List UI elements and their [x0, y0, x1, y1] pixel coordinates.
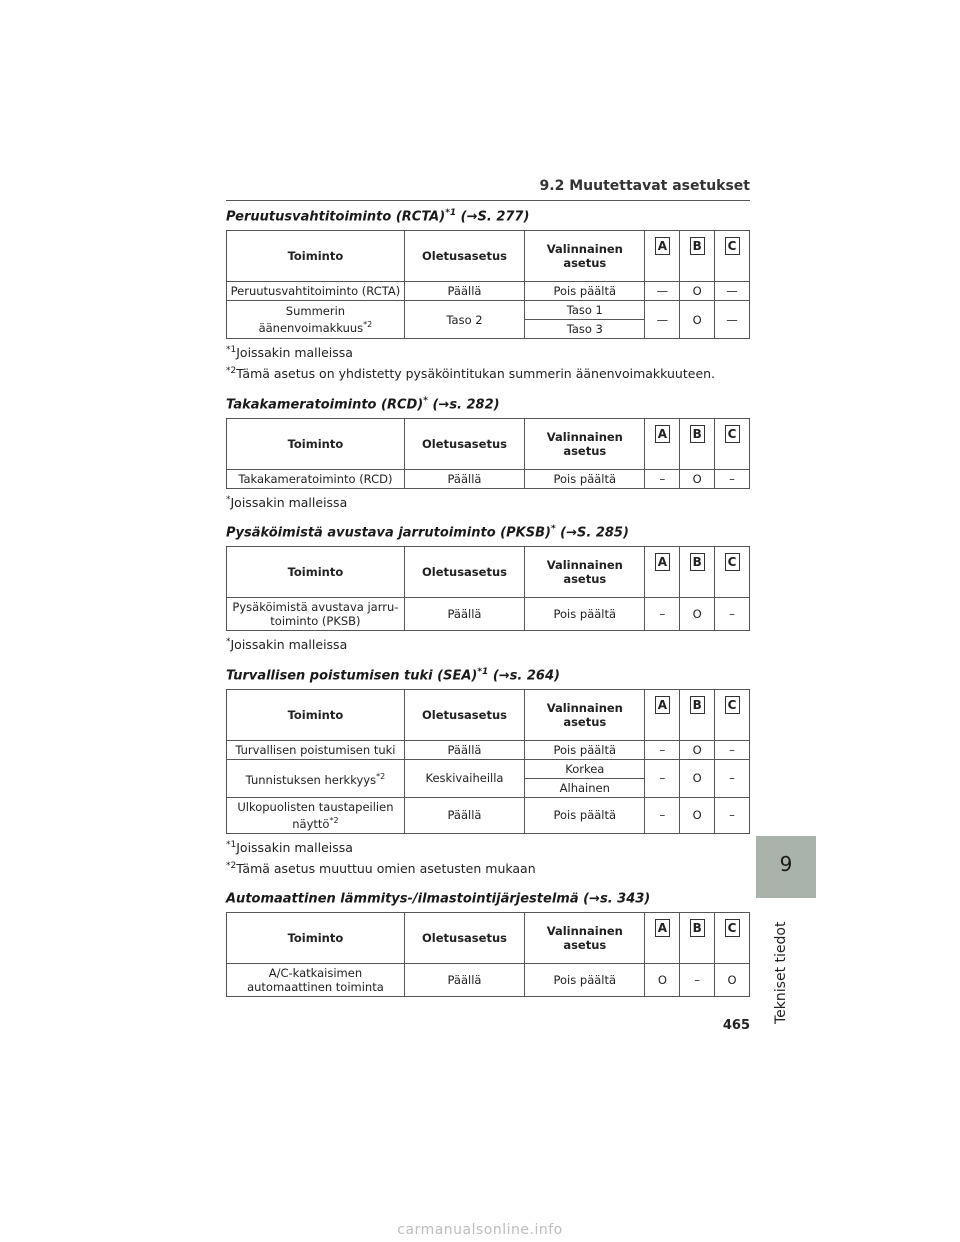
table-row [227, 797, 750, 833]
table-cell [715, 964, 750, 997]
table-row [227, 598, 750, 631]
column-header: Oletusasetus [404, 231, 524, 282]
cell-text: O [692, 808, 702, 823]
column-header-c [715, 547, 750, 598]
table-cell [227, 964, 405, 997]
setting-letter-box: A [655, 696, 670, 714]
footnote [226, 366, 750, 381]
column-header: Valinnainen asetus [525, 547, 645, 598]
cell-text: Pysäköimistä avustava jarru-toiminto (PKSB) [232, 600, 399, 629]
table-cell [227, 797, 405, 833]
column-header: Oletusasetus [404, 913, 524, 964]
table-cell [525, 759, 645, 778]
footnote-text: Joissakin malleissa [230, 637, 348, 653]
table-row [227, 759, 750, 778]
cell-text: O [692, 312, 702, 327]
cell-text: Pois päältä [553, 471, 617, 486]
setting-letter-box: A [655, 237, 670, 255]
column-header: Toiminto [227, 231, 405, 282]
table-cell [680, 964, 715, 997]
column-header-a [645, 547, 680, 598]
table-cell [525, 740, 645, 759]
table-cell [715, 797, 750, 833]
table-cell [404, 469, 524, 488]
footnote-mark: * [226, 494, 231, 505]
column-header-b [680, 547, 715, 598]
cell-text: O [692, 284, 702, 299]
table-cell [680, 797, 715, 833]
table-cell [525, 301, 645, 320]
cell-footnote-mark: *2 [376, 772, 386, 782]
table-cell [227, 759, 405, 797]
cell-text: O [692, 742, 702, 757]
page-header-title: 9.2 Muutettavat asetukset [539, 178, 750, 194]
column-header-b [680, 418, 715, 469]
cell-text: O [692, 607, 702, 622]
column-header: Valinnainen asetus [525, 689, 645, 740]
cell-text: Päällä [447, 808, 482, 823]
table-cell [525, 964, 645, 997]
table-cell [645, 598, 680, 631]
cell-text: O [657, 973, 667, 988]
table-row [227, 469, 750, 488]
settings-table [226, 418, 750, 489]
watermark-text: carmanualsonline.info [397, 1222, 563, 1238]
cell-text: Päällä [447, 284, 482, 299]
table-row [227, 740, 750, 759]
column-header-a [645, 913, 680, 964]
section-title [226, 208, 750, 224]
section-title-footnote-mark: *1 [477, 666, 489, 677]
cell-text: Päällä [447, 607, 482, 622]
table-row [227, 282, 750, 301]
column-header-a [645, 231, 680, 282]
cell-text: A/C-katkaisimen automaattinen toiminta [247, 966, 384, 995]
setting-letter-box: C [725, 919, 740, 937]
column-header-b [680, 231, 715, 282]
cell-text: Pois päältä [553, 973, 617, 988]
footnotes [226, 637, 750, 652]
column-header: Valinnainen asetus [525, 418, 645, 469]
table-cell [645, 469, 680, 488]
column-header: Toiminto [227, 418, 405, 469]
table-cell [404, 598, 524, 631]
chapter-tab[interactable] [756, 836, 816, 898]
section-title-footnote-mark: * [550, 524, 556, 535]
cell-text: — [656, 284, 669, 299]
cell-text: Pois päältä [553, 742, 617, 757]
cell-text: – [729, 471, 735, 486]
cell-text: – [729, 771, 735, 786]
setting-letter-box: B [690, 553, 705, 571]
table-cell [227, 598, 405, 631]
footnote [226, 840, 750, 855]
cell-text: – [659, 471, 666, 486]
cell-text: – [659, 607, 666, 622]
table-cell [645, 301, 680, 339]
column-header: Toiminto [227, 913, 405, 964]
footnote-mark: *1 [226, 345, 237, 356]
table-cell [227, 469, 405, 488]
table-cell [227, 301, 405, 339]
column-header-b [680, 913, 715, 964]
cell-text: Turvallisen poistumisen tuki [235, 742, 396, 757]
setting-letter-box: B [690, 919, 705, 937]
section-title-text: Takakameratoiminto (RCD) [226, 396, 424, 412]
table-cell [525, 469, 645, 488]
table-cell [680, 598, 715, 631]
table-cell [680, 469, 715, 488]
table-cell [404, 797, 524, 833]
section-page-reference[interactable]: (→s. 282) [427, 396, 500, 412]
table-cell [645, 759, 680, 797]
footnote-text: Tämä asetus on yhdistetty pysäköintitukan summerin äänenvoimakkuuteen. [236, 366, 716, 382]
footnote [226, 495, 750, 510]
section-title [226, 396, 750, 412]
table-cell [645, 740, 680, 759]
table-cell [404, 759, 524, 797]
footnote-text: Joissakin malleissa [230, 495, 348, 511]
footnote [226, 345, 750, 360]
cell-text: Summerin äänenvoimakkuus [258, 304, 364, 336]
column-header-c [715, 689, 750, 740]
cell-text: Päällä [447, 471, 482, 486]
section-title [226, 524, 750, 540]
table-cell [525, 797, 645, 833]
section-title-footnote-mark: *1 [445, 208, 457, 218]
setting-letter-box: B [690, 425, 705, 443]
cell-text: Taso 2 [446, 312, 483, 327]
section-title [226, 667, 750, 683]
settings-table [226, 912, 750, 997]
table-cell [404, 740, 524, 759]
cell-text: Pois päältä [553, 607, 617, 622]
cell-text: Ulkopuolisten taustapeilien näyttö [237, 799, 394, 831]
table-cell [680, 301, 715, 339]
table-cell [680, 740, 715, 759]
setting-letter-box: B [690, 237, 705, 255]
column-header: Toiminto [227, 689, 405, 740]
cell-text: – [729, 607, 735, 622]
cell-text: Tunnistuksen herkkyys [245, 772, 377, 787]
table-cell [404, 282, 524, 301]
cell-text: — [726, 312, 738, 327]
section-page-reference[interactable]: (→s. 343) [578, 891, 651, 907]
cell-text: Taso 1 [566, 303, 603, 318]
column-header-a [645, 418, 680, 469]
settings-table [226, 546, 750, 631]
settings-sections [226, 208, 750, 997]
cell-text: – [659, 742, 666, 757]
table-row [227, 301, 750, 320]
column-header-c [715, 231, 750, 282]
table-row [227, 964, 750, 997]
cell-text: – [659, 771, 666, 786]
footnote-text: Tämä asetus muuttuu omien asetusten mukaan [236, 861, 536, 877]
table-cell [525, 598, 645, 631]
footnote-text: Joissakin malleissa [236, 345, 353, 361]
setting-letter-box: A [655, 919, 670, 937]
column-header: Oletusasetus [404, 418, 524, 469]
table-cell [404, 301, 524, 339]
column-header: Oletusasetus [404, 689, 524, 740]
table-cell [715, 282, 750, 301]
column-header: Valinnainen asetus [525, 913, 645, 964]
cell-text: — [726, 284, 738, 299]
cell-text: Päällä [447, 742, 482, 757]
table-cell [715, 759, 750, 797]
footnotes [226, 495, 750, 510]
section-title-text: Automaattinen lämmitys-/ilmastointijärjestelmä [226, 891, 579, 907]
column-header: Oletusasetus [404, 547, 524, 598]
setting-letter-box: C [725, 237, 740, 255]
cell-text: Päällä [447, 973, 482, 988]
section-title-text: Turvallisen poistumisen tuki (SEA) [226, 667, 478, 683]
setting-letter-box: C [725, 553, 740, 571]
column-header: Toiminto [227, 547, 405, 598]
cell-text: O [692, 771, 702, 786]
footnote-text: Joissakin malleissa [236, 839, 353, 855]
table-cell [715, 469, 750, 488]
section-page-reference[interactable]: (→s. 264) [488, 667, 560, 683]
table-cell: Taso 3 [525, 320, 645, 339]
column-header-b [680, 689, 715, 740]
footnote-mark: * [226, 637, 231, 648]
cell-text: O [727, 973, 737, 988]
cell-text: Pois päältä [553, 808, 617, 823]
table-cell [227, 740, 405, 759]
section-title [226, 890, 750, 906]
table-cell [525, 282, 645, 301]
table-cell [645, 964, 680, 997]
footnote-mark: *2 [226, 366, 237, 377]
cell-text: – [694, 973, 701, 988]
cell-text: O [692, 471, 702, 486]
footnote [226, 861, 750, 876]
table-cell [645, 797, 680, 833]
footnotes [226, 840, 750, 876]
footnote [226, 637, 750, 652]
chapter-side-label: Tekniset tiedot [773, 921, 789, 1024]
settings-table [226, 230, 750, 339]
cell-text: – [729, 808, 735, 823]
cell-text: Takakameratoiminto (RCD) [238, 471, 393, 486]
setting-letter-box: B [690, 696, 705, 714]
cell-text: – [729, 742, 735, 757]
page-number: 465 [722, 1018, 750, 1033]
cell-text: Pois päältä [553, 284, 617, 299]
table-cell [404, 964, 524, 997]
cell-text: Korkea [565, 761, 605, 776]
settings-table [226, 689, 750, 834]
table-cell [715, 598, 750, 631]
chapter-number: 9 [779, 852, 793, 876]
cell-text: – [659, 808, 666, 823]
column-header: Valinnainen asetus [525, 231, 645, 282]
setting-letter-box: A [655, 425, 670, 443]
cell-text: Keskivaiheilla [425, 771, 504, 786]
cell-footnote-mark: *2 [329, 815, 339, 825]
cell-text: Peruutusvahtitoiminto (RCTA) [230, 284, 401, 299]
page-header [226, 178, 750, 201]
table-cell [227, 282, 405, 301]
cell-text: — [656, 312, 669, 327]
footnote-mark: *1 [226, 839, 237, 850]
cell-footnote-mark: *2 [363, 320, 373, 330]
table-cell [715, 740, 750, 759]
section-title-footnote-mark: * [423, 395, 428, 406]
table-cell: Alhainen [525, 778, 645, 797]
table-cell [645, 282, 680, 301]
section-title-text: Peruutusvahtitoiminto (RCTA) [226, 209, 446, 225]
column-header-a [645, 689, 680, 740]
footnotes [226, 345, 750, 381]
footnote-mark: *2 [226, 860, 237, 871]
setting-letter-box: C [725, 696, 740, 714]
table-cell [715, 301, 750, 339]
section-page-reference[interactable]: (→S. 277) [456, 209, 530, 225]
setting-letter-box: C [725, 425, 740, 443]
column-header-c [715, 418, 750, 469]
section-page-reference[interactable]: (→S. 285) [555, 525, 629, 541]
table-cell [680, 759, 715, 797]
table-cell [680, 282, 715, 301]
section-title-text: Pysäköimistä avustava jarrutoiminto (PKSB) [226, 525, 551, 541]
setting-letter-box: A [655, 553, 670, 571]
column-header-c [715, 913, 750, 964]
